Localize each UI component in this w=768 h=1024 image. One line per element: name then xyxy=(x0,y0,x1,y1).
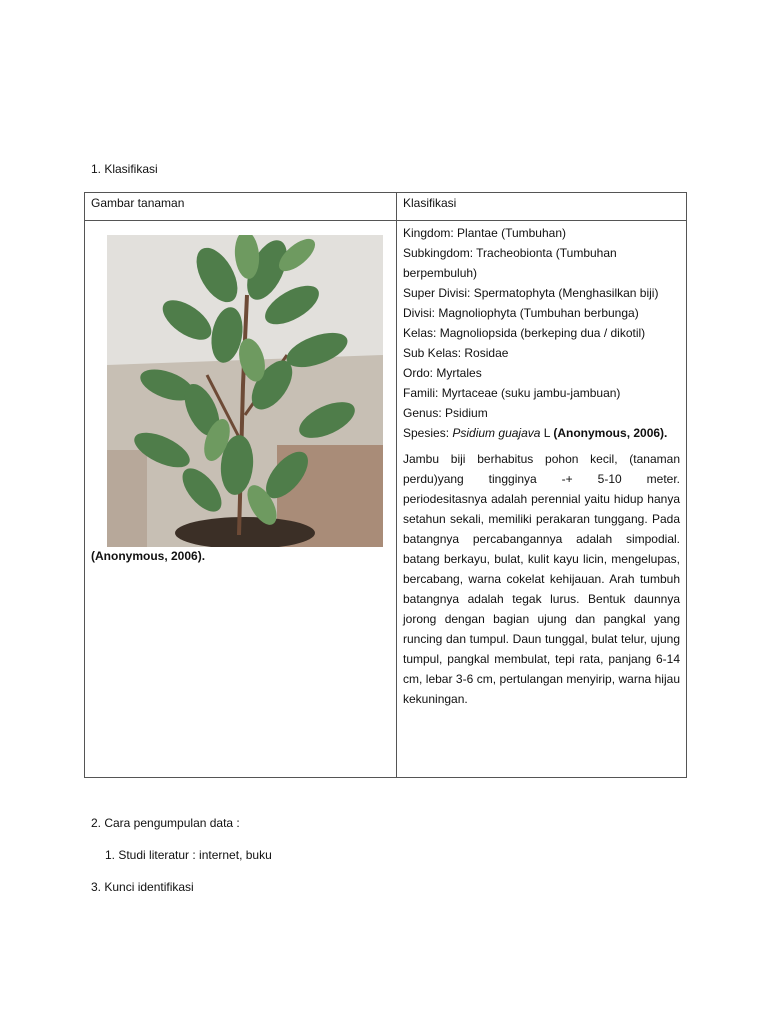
classification-cell xyxy=(397,221,687,778)
table-body-row xyxy=(85,221,687,778)
classification-row: Super Divisi: Spermatophyta (Menghasilkan biji) xyxy=(403,286,659,300)
species-row: Spesies: Psidium guajava L (Anonymous, 2006). xyxy=(403,426,668,440)
classification-row: Kelas: Magnoliopsida (berkeping dua / dikotil) xyxy=(403,326,646,340)
image-caption: (Anonymous, 2006). xyxy=(91,549,206,563)
plant-description: Jambu biji berhabitus pohon kecil, (tanaman perdu)yang tingginya -+ 5-10 meter. periodesitasnya adalah perennial yaitu hidup hanya setahun sekali, memiliki perakaran tunggang. Pada batangnya percabangannya adalah simpodial. batang berkayu, bulat, kulit kayu licin, mengelupas, bercabang, warna cokelat kehijauan. Arah tumbuh batangnya adalah tegak lurus. Bentuk daunnya jorong dengan bagian ujung dan pangkal yang runcing dan tumpul. Daun tunggal, bulat telur, ujung tumpul, pangkal membulat, tepi rata, panjang 6-14 cm, lebar 3-6 cm, pertulangan menyirip, warna hijau kekuningan. xyxy=(403,452,680,706)
species-citation: (Anonymous, 2006). xyxy=(553,426,668,440)
classification-row: Famili: Myrtaceae (suku jambu-jambuan) xyxy=(403,386,621,400)
classification-row: Kingdom: Plantae (Tumbuhan) xyxy=(403,226,566,240)
classification-row: Subkingdom: Tracheobionta (Tumbuhan berpembuluh) xyxy=(403,246,617,280)
classification-row: Ordo: Myrtales xyxy=(403,366,482,380)
classification-table xyxy=(84,192,687,778)
classification-row: Divisi: Magnoliophyta (Tumbuhan berbunga) xyxy=(403,306,639,320)
classification-row: Sub Kelas: Rosidae xyxy=(403,346,509,360)
image-cell xyxy=(85,221,397,778)
guava-plant-photo xyxy=(107,235,383,547)
classification-row: Genus: Psidium xyxy=(403,406,488,420)
classification-list xyxy=(397,221,686,443)
section-title-klasifikasi: 1. Klasifikasi xyxy=(91,162,158,176)
species-author: L xyxy=(543,426,551,440)
section-title-cara-pengumpulan: 2. Cara pengumpulan data : xyxy=(91,816,240,830)
table-header-row xyxy=(85,193,687,221)
section-title-kunci-identifikasi: 3. Kunci identifikasi xyxy=(91,880,194,894)
header-klasifikasi: Klasifikasi xyxy=(403,196,457,210)
header-gambar-tanaman: Gambar tanaman xyxy=(91,196,185,210)
species-name: Psidium guajava xyxy=(452,426,541,440)
data-collection-item: 1. Studi literatur : internet, buku xyxy=(105,848,272,862)
header-cell-left xyxy=(85,193,397,221)
header-cell-right xyxy=(397,193,687,221)
